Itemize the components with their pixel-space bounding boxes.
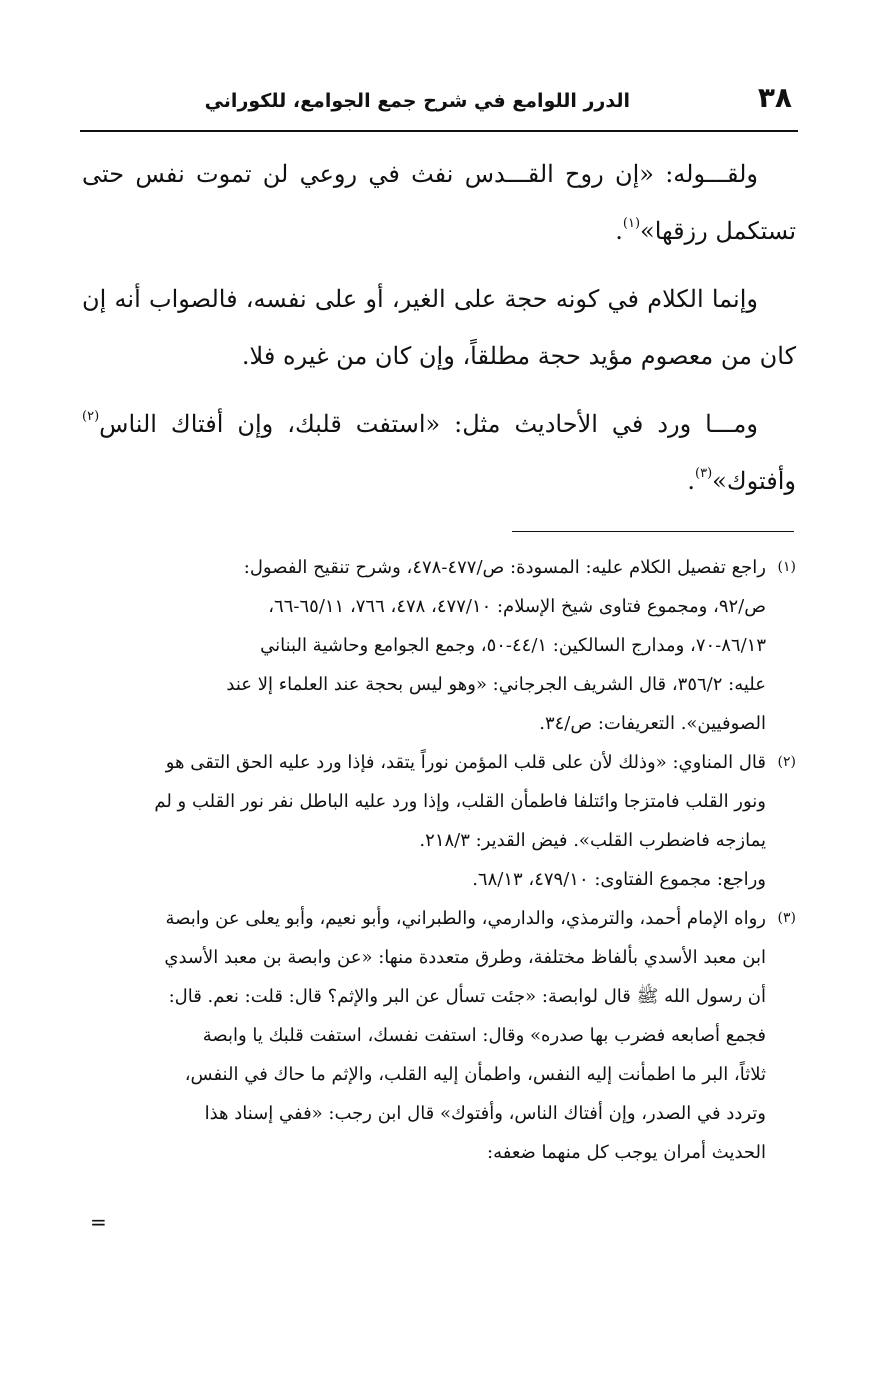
footnote-separator bbox=[512, 531, 794, 532]
footnote-line: فجمع أصابعه فضرب بها صدره» وقال: استفت نفسك، استفت قلبك يا وابصة bbox=[202, 1025, 766, 1046]
footnote-line: ابن معبد الأسدي بألفاظ مختلفة، وطرق متعددة منها: «عن وابصة بن معبد الأسدي bbox=[164, 947, 766, 968]
footnote-line: قال المناوي: «وذلك لأن على قلب المؤمن نوراً يتقد، فإذا ورد عليه الحق التقى هو bbox=[165, 752, 766, 773]
footnote-line: يمازجه فاضطرب القلب». فيض القدير: ٢١٨/٣. bbox=[419, 830, 766, 851]
paragraph-text: ومـــا ورد في الأحاديث مثل: «استفت قلبك، وإن أفتاك الناس bbox=[99, 410, 758, 438]
header-rule bbox=[80, 130, 798, 132]
footnote-line: ٨٦/١٣-٧٠، ومدارج السالكين: ٤٤/١-٥٠، وجمع الجوامع وحاشية البناني bbox=[260, 635, 766, 656]
footnote-line: وراجع: مجموع الفتاوى: ٤٧٩/١٠، ٦٨/١٣. bbox=[472, 869, 766, 890]
footnote bbox=[82, 548, 796, 743]
paragraph-text: وإنما الكلام في كونه حجة على الغير، أو على نفسه، فالصواب أنه إن كان من معصوم مؤيد حجة مطلقاً، وإن كان من غيره فلا. bbox=[82, 285, 796, 370]
footnote-line: رواه الإمام أحمد، والترمذي، والدارمي، والطبراني، وأبو نعيم، وأبو يعلى عن وابصة bbox=[165, 908, 766, 929]
footnote-number: (٣) bbox=[777, 910, 796, 926]
paragraph bbox=[82, 271, 796, 385]
paragraph bbox=[82, 396, 796, 510]
paragraph-tail: . bbox=[687, 467, 696, 495]
footnote-line: ص/٩٢، ومجموع فتاوى شيخ الإسلام: ٤٧٧/١٠، ٤٧٨، ٧٦٦، ٦٥/١١-٦٦، bbox=[268, 596, 766, 617]
paragraph-text: وأفتوك» bbox=[712, 467, 796, 495]
footnote-line: وتردد في الصدر، وإن أفتاك الناس، وأفتوك» قال ابن رجب: «ففي إسناد هذا bbox=[204, 1103, 766, 1124]
footnote-line: عليه: ٣٥٦/٢، قال الشريف الجرجاني: «وهو ليس بحجة عند العلماء إلا عند bbox=[226, 674, 766, 695]
page-number: ٣٨ bbox=[757, 81, 792, 114]
footnote-ref: (١) bbox=[622, 216, 641, 231]
footnote-number: (٢) bbox=[777, 754, 796, 770]
paragraph bbox=[82, 146, 796, 260]
continuation-mark: = bbox=[90, 1210, 107, 1234]
paragraph-tail: . bbox=[615, 217, 623, 245]
footnotes bbox=[82, 548, 796, 1172]
footnote-ref: (٣) bbox=[695, 466, 713, 481]
running-title: الدرر اللوامع في شرح جمع الجوامع، للكوراني bbox=[204, 90, 630, 112]
footnote-line: ونور القلب فامتزجا وائتلفا فاطمأن القلب، وإذا ورد عليه الباطل نفر نور القلب و لم bbox=[154, 791, 766, 812]
footnote-line: راجع تفصيل الكلام عليه: المسودة: ص/٤٧٧-٤٧٨، وشرح تنقيح الفصول: bbox=[243, 557, 766, 578]
footnote-number: (١) bbox=[777, 559, 796, 575]
footnote-line: أن رسول الله ﷺ قال لوابصة: «جئت تسأل عن البر والإثم؟ قال: قلت: نعم. قال: bbox=[168, 986, 766, 1007]
paragraph-text: ولقـــوله: «إن روح القـــدس نفث في روعي لن تموت نفس حتى تستكمل رزقها» bbox=[82, 160, 796, 245]
footnote-line: الحديث أمران يوجب كل منهما ضعفه: bbox=[487, 1142, 766, 1163]
footnote-ref: (٢) bbox=[82, 409, 100, 424]
footnote bbox=[82, 743, 796, 899]
footnote-line: الصوفيين». التعريفات: ص/٣٤. bbox=[539, 713, 766, 734]
footnote bbox=[82, 899, 796, 1172]
page-header bbox=[80, 78, 798, 124]
main-text bbox=[82, 146, 796, 521]
footnote-line: ثلاثاً، البر ما اطمأنت إليه النفس، واطمأن إليه القلب، والإثم ما حاك في النفس، bbox=[184, 1064, 766, 1085]
